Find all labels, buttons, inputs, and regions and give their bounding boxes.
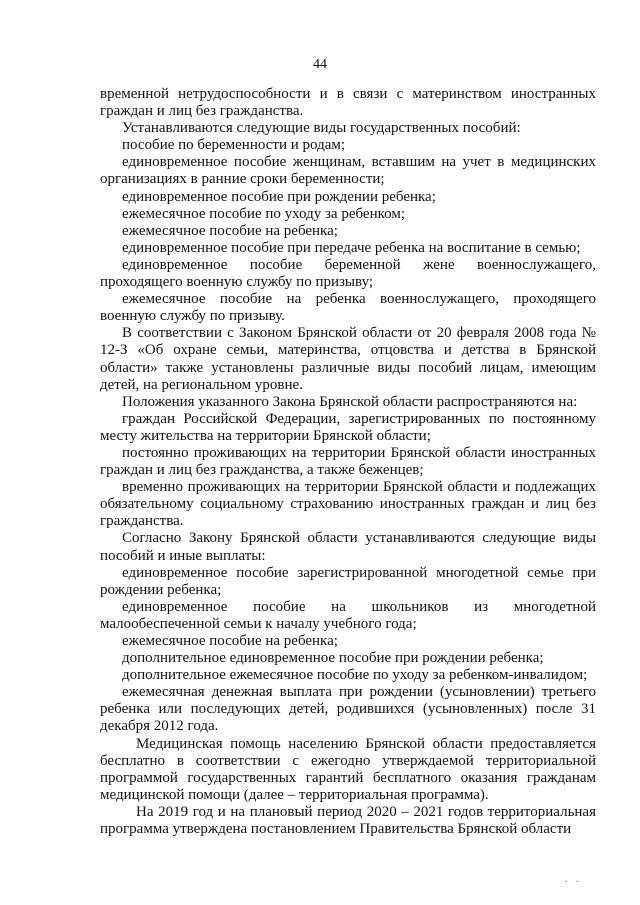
paragraph: временной нетрудоспособности и в связи с материнством иностранных граждан и лиц без гражданства.: [100, 86, 596, 120]
list-item: единовременное пособие на школьников из многодетной малообеспеченной семьи к началу учебного года;: [100, 598, 596, 632]
list-item: пособие по беременности и родам;: [122, 137, 346, 154]
list-item: постоянно проживающих на территории Брянской области иностранных граждан и лиц без гражданства, а также беженцев;: [100, 444, 596, 479]
list-item: ежемесячное пособие по уходу за ребенком;: [122, 205, 406, 222]
list-item: единовременное пособие при передаче ребенка на воспитание в семью;: [122, 239, 581, 256]
list-item: единовременное пособие женщинам, вставшим на учет в медицинских организациях в ранние сроки беременности;: [100, 154, 596, 188]
body-text: [100, 86, 596, 838]
list-item: ежемесячное пособие на ребенка военнослужащего, проходящего военную службу по призыву.: [100, 291, 596, 325]
list-item: единовременное пособие зарегистрированной многодетной семье при рождении ребенка;: [100, 564, 596, 598]
list-item: временно проживающих на территории Брянской области и подлежащих обязательному социальному страхованию иностранных граждан и лиц без гражданства.: [100, 479, 596, 530]
list-item: ежемесячное пособие на ребенка;: [122, 222, 338, 239]
list-item: ежемесячная денежная выплата при рождении (усыновлении) третьего ребенка или последующих детей, родившихся (усыновленных) после 31 декабря 2012 года.: [100, 684, 596, 735]
list-item: ежемесячное пособие на ребенка;: [122, 633, 338, 649]
list-item: граждан Российской Федерации, зарегистрированных по постоянному месту жительства на территории Брянской области;: [100, 410, 596, 444]
list-item: дополнительное ежемесячное пособие по уходу за ребенком-инвалидом;: [122, 667, 588, 684]
paragraph: В соответствии с Законом Брянской области от 20 февраля 2008 года № 12-З «Об охране семьи, материнства, отцовства и детства в Брянской области» также установлены различные виды пособий лицам, имеющим детей, на региональном уровне.: [100, 325, 596, 393]
page-number: 44: [313, 57, 327, 72]
paragraph: Согласно Закону Брянской области устанавливаются следующие виды пособий и иные выплаты:: [100, 530, 596, 564]
paragraph: Медицинская помощь населению Брянской области предоставляется бесплатно в соответствии с ежегодно утверждаемой территориальной программой государственных гарантий бесплатного оказания гражданам медицинской помощи (далее – территориальная программа).: [100, 735, 596, 803]
list-item: единовременное пособие беременной жене военнослужащего, проходящего военную службу по призыву;: [100, 256, 596, 291]
paragraph: Положения указанного Закона Брянской области распространяются на:: [122, 393, 578, 410]
paragraph: На 2019 год и на плановый период 2020 – 2021 годов территориальная программа утверждена постановлением Правительства Брянской области: [100, 803, 596, 838]
list-item: единовременное пособие при рождении ребенка;: [122, 188, 436, 205]
bottom-mark: . .: [565, 874, 582, 885]
list-item: дополнительное единовременное пособие при рождении ребенка;: [122, 650, 544, 667]
paragraph: Устанавливаются следующие виды государственных пособий:: [122, 120, 521, 137]
